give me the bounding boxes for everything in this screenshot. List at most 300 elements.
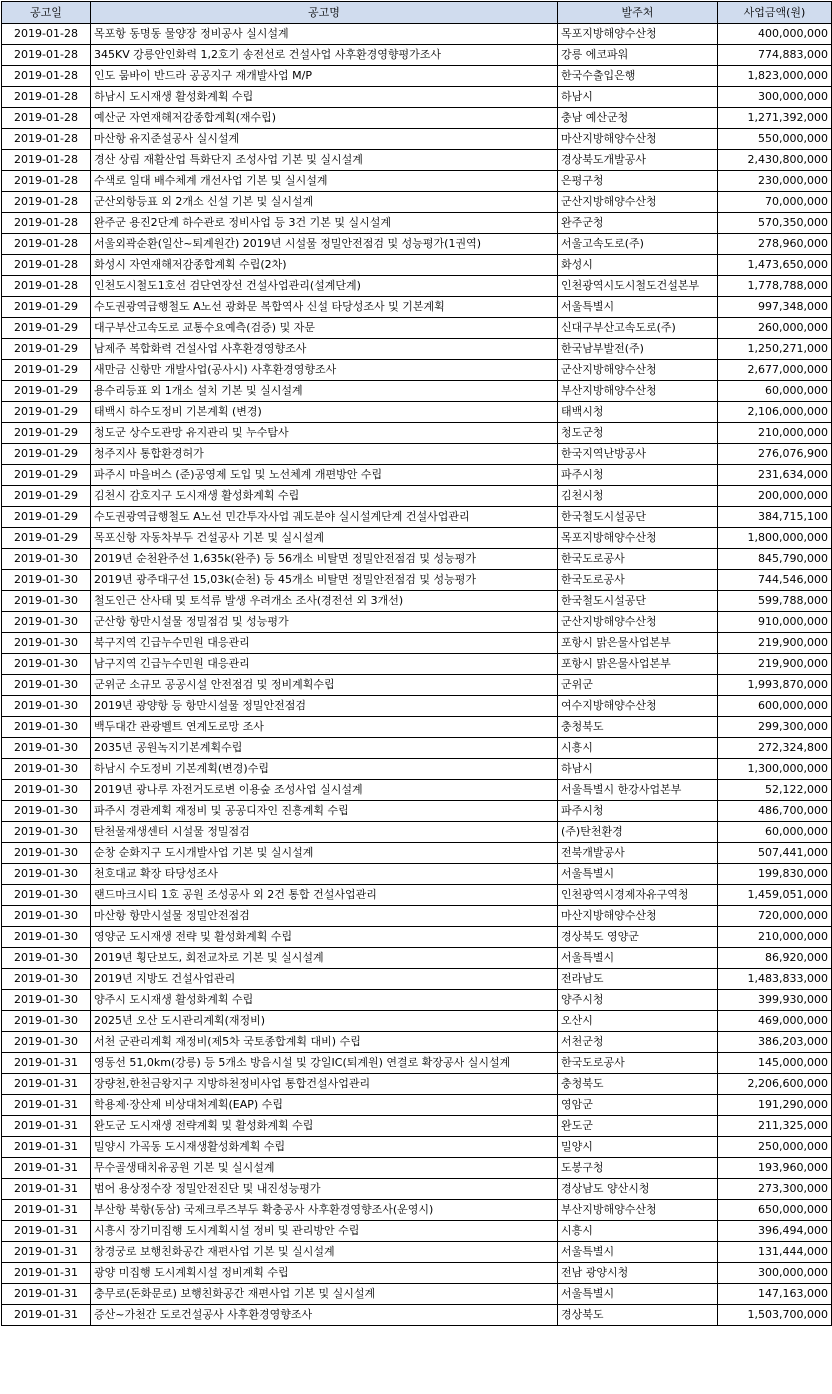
table-row xyxy=(2,864,832,885)
cell-title: 2035년 공원녹지기본계획수립 xyxy=(91,738,558,759)
cell-title: 파주시 마을버스 (준)공영제 도입 및 노선체계 개편방안 수립 xyxy=(91,465,558,486)
cell-amount: 2,677,000,000 xyxy=(718,360,832,381)
cell-amount: 219,900,000 xyxy=(718,633,832,654)
table-row xyxy=(2,297,832,318)
cell-date: 2019-01-28 xyxy=(2,24,91,45)
cell-date: 2019-01-30 xyxy=(2,864,91,885)
cell-title: 2025년 오산 도시관리계획(재정비) xyxy=(91,1011,558,1032)
table-row xyxy=(2,1242,832,1263)
cell-date: 2019-01-29 xyxy=(2,528,91,549)
cell-title: 무수골생태치유공원 기본 및 실시설계 xyxy=(91,1158,558,1179)
cell-title: 광양 미집행 도시계획시설 정비계획 수립 xyxy=(91,1263,558,1284)
cell-amount: 230,000,000 xyxy=(718,171,832,192)
cell-title: 북구지역 긴급누수민원 대응관리 xyxy=(91,633,558,654)
table-row xyxy=(2,822,832,843)
cell-title: 백두대간 관광벨트 연계도로망 조사 xyxy=(91,717,558,738)
cell-amount: 70,000,000 xyxy=(718,192,832,213)
cell-amount: 60,000,000 xyxy=(718,822,832,843)
cell-client: 목포지방해양수산청 xyxy=(558,528,718,549)
cell-date: 2019-01-31 xyxy=(2,1263,91,1284)
cell-client: 영암군 xyxy=(558,1095,718,1116)
cell-date: 2019-01-28 xyxy=(2,129,91,150)
cell-client: 마산지방해양수산청 xyxy=(558,906,718,927)
cell-amount: 199,830,000 xyxy=(718,864,832,885)
cell-date: 2019-01-30 xyxy=(2,1032,91,1053)
cell-client: 인천광역시경제자유구역청 xyxy=(558,885,718,906)
cell-date: 2019-01-29 xyxy=(2,402,91,423)
cell-amount: 507,441,000 xyxy=(718,843,832,864)
cell-amount: 211,325,000 xyxy=(718,1116,832,1137)
cell-client: 전남 광양시청 xyxy=(558,1263,718,1284)
cell-date: 2019-01-30 xyxy=(2,990,91,1011)
cell-amount: 396,494,000 xyxy=(718,1221,832,1242)
cell-client: 한국도로공사 xyxy=(558,549,718,570)
cell-date: 2019-01-28 xyxy=(2,108,91,129)
cell-title: 화성시 자연재해저감종합계획 수립(2차) xyxy=(91,255,558,276)
cell-title: 시흥시 장기미집행 도시계획시설 정비 및 관리방안 수립 xyxy=(91,1221,558,1242)
table-row xyxy=(2,1137,832,1158)
cell-title: 완주군 용진2단계 하수관로 정비사업 등 3건 기본 및 실시설계 xyxy=(91,213,558,234)
cell-amount: 272,324,800 xyxy=(718,738,832,759)
cell-title: 2019년 순천완주선 1,635k(완주) 등 56개소 비탈면 정밀안전점검 및 성능평가 xyxy=(91,549,558,570)
cell-title: 영동선 51,0km(강릉) 등 5개소 방음시설 및 강일IC(퇴계원) 연결로 확장공사 실시설계 xyxy=(91,1053,558,1074)
table-row xyxy=(2,45,832,66)
cell-title: 남구지역 긴급누수민원 대응관리 xyxy=(91,654,558,675)
cell-amount: 1,473,650,000 xyxy=(718,255,832,276)
cell-client: 도봉구청 xyxy=(558,1158,718,1179)
cell-date: 2019-01-28 xyxy=(2,192,91,213)
cell-client: 포항시 맑은물사업본부 xyxy=(558,654,718,675)
cell-date: 2019-01-28 xyxy=(2,276,91,297)
cell-amount: 299,300,000 xyxy=(718,717,832,738)
cell-title: 목포신항 자동차부두 건설공사 기본 및 실시설계 xyxy=(91,528,558,549)
cell-amount: 231,634,000 xyxy=(718,465,832,486)
cell-amount: 2,430,800,000 xyxy=(718,150,832,171)
cell-date: 2019-01-29 xyxy=(2,360,91,381)
cell-client: 은평구청 xyxy=(558,171,718,192)
cell-client: 한국도로공사 xyxy=(558,570,718,591)
table-row xyxy=(2,780,832,801)
cell-date: 2019-01-30 xyxy=(2,948,91,969)
cell-date: 2019-01-30 xyxy=(2,1011,91,1032)
cell-date: 2019-01-30 xyxy=(2,906,91,927)
table-row xyxy=(2,528,832,549)
cell-date: 2019-01-29 xyxy=(2,507,91,528)
cell-title: 장량천,한천금왕지구 지방하천정비사업 통합건설사업관리 xyxy=(91,1074,558,1095)
cell-client: 군위군 xyxy=(558,675,718,696)
cell-title: 345KV 강릉안인화력 1,2호기 송전선로 건설사업 사후환경영향평가조사 xyxy=(91,45,558,66)
cell-date: 2019-01-29 xyxy=(2,486,91,507)
cell-amount: 52,122,000 xyxy=(718,780,832,801)
cell-title: 인도 뭄바이 반드라 공공지구 재개발사업 M/P xyxy=(91,66,558,87)
cell-title: 증산~가천간 도로건설공사 사후환경영향조사 xyxy=(91,1305,558,1326)
cell-title: 양주시 도시재생 활성화계획 수립 xyxy=(91,990,558,1011)
cell-title: 하남시 수도정비 기본계획(변경)수립 xyxy=(91,759,558,780)
cell-title: 대구부산고속도로 교통수요예측(검증) 및 자문 xyxy=(91,318,558,339)
table-row xyxy=(2,1200,832,1221)
table-row xyxy=(2,486,832,507)
cell-title: 목포항 동명동 물양장 정비공사 실시설계 xyxy=(91,24,558,45)
cell-title: 마산항 유지준설공사 실시설계 xyxy=(91,129,558,150)
cell-title: 파주시 경관계획 재정비 및 공공디자인 진흥계획 수립 xyxy=(91,801,558,822)
cell-amount: 219,900,000 xyxy=(718,654,832,675)
cell-title: 영양군 도시재생 전략 및 활성화계획 수립 xyxy=(91,927,558,948)
cell-amount: 1,459,051,000 xyxy=(718,885,832,906)
cell-amount: 147,163,000 xyxy=(718,1284,832,1305)
cell-client: 한국철도시설공단 xyxy=(558,591,718,612)
cell-title: 순창 순화지구 도시개발사업 기본 및 실시설계 xyxy=(91,843,558,864)
cell-client: 태백시청 xyxy=(558,402,718,423)
cell-client: 완도군 xyxy=(558,1116,718,1137)
table-row xyxy=(2,570,832,591)
cell-amount: 469,000,000 xyxy=(718,1011,832,1032)
cell-amount: 720,000,000 xyxy=(718,906,832,927)
cell-client: 서울고속도로(주) xyxy=(558,234,718,255)
cell-title: 서울외곽순환(일산~퇴계원간) 2019년 시설물 정밀안전점검 및 성능평가(1권역) xyxy=(91,234,558,255)
cell-client: 충남 예산군청 xyxy=(558,108,718,129)
cell-title: 수도권광역급행철도 A노선 광화문 복합역사 신설 타당성조사 및 기본계획 xyxy=(91,297,558,318)
cell-client: 군산지방해양수산청 xyxy=(558,192,718,213)
cell-date: 2019-01-29 xyxy=(2,297,91,318)
cell-date: 2019-01-30 xyxy=(2,927,91,948)
table-row xyxy=(2,402,832,423)
table-row xyxy=(2,612,832,633)
cell-date: 2019-01-28 xyxy=(2,213,91,234)
cell-date: 2019-01-28 xyxy=(2,150,91,171)
cell-amount: 250,000,000 xyxy=(718,1137,832,1158)
table-row xyxy=(2,171,832,192)
cell-date: 2019-01-30 xyxy=(2,591,91,612)
cell-title: 서천 군관리계획 재정비(제5차 국토종합계획 대비) 수립 xyxy=(91,1032,558,1053)
cell-title: 용수리등표 외 1개소 설치 기본 및 실시설계 xyxy=(91,381,558,402)
cell-title: 탄천물재생센터 시설물 정밀점검 xyxy=(91,822,558,843)
cell-client: 시흥시 xyxy=(558,1221,718,1242)
cell-date: 2019-01-30 xyxy=(2,612,91,633)
cell-client: 밀양시 xyxy=(558,1137,718,1158)
table-row xyxy=(2,1158,832,1179)
table-row xyxy=(2,276,832,297)
cell-title: 충무로(돈화문로) 보행친화공간 재편사업 기본 및 실시설계 xyxy=(91,1284,558,1305)
cell-date: 2019-01-31 xyxy=(2,1074,91,1095)
table-row xyxy=(2,507,832,528)
cell-date: 2019-01-31 xyxy=(2,1053,91,1074)
cell-amount: 210,000,000 xyxy=(718,423,832,444)
table-row xyxy=(2,1053,832,1074)
cell-client: 경상남도 양산시청 xyxy=(558,1179,718,1200)
cell-client: 충청북도 xyxy=(558,717,718,738)
table-row xyxy=(2,1011,832,1032)
cell-amount: 599,788,000 xyxy=(718,591,832,612)
cell-date: 2019-01-29 xyxy=(2,444,91,465)
cell-date: 2019-01-29 xyxy=(2,318,91,339)
table-row xyxy=(2,696,832,717)
table-row xyxy=(2,990,832,1011)
cell-client: 한국남부발전(주) xyxy=(558,339,718,360)
cell-client: 서울특별시 xyxy=(558,948,718,969)
cell-amount: 2,206,600,000 xyxy=(718,1074,832,1095)
cell-client: 서천군청 xyxy=(558,1032,718,1053)
table-row xyxy=(2,423,832,444)
cell-date: 2019-01-30 xyxy=(2,822,91,843)
cell-amount: 200,000,000 xyxy=(718,486,832,507)
header-title: 공고명 xyxy=(91,2,558,24)
cell-title: 2019년 광양항 등 항만시설물 정밀안전점검 xyxy=(91,696,558,717)
cell-date: 2019-01-30 xyxy=(2,738,91,759)
cell-amount: 384,715,100 xyxy=(718,507,832,528)
cell-client: 마산지방해양수산청 xyxy=(558,129,718,150)
cell-title: 2019년 광나루 자전거도로변 이용숲 조성사업 실시설계 xyxy=(91,780,558,801)
table-row xyxy=(2,213,832,234)
cell-title: 랜드마크시티 1호 공원 조성공사 외 2건 통합 건설사업관리 xyxy=(91,885,558,906)
cell-client: 포항시 맑은물사업본부 xyxy=(558,633,718,654)
cell-client: 하남시 xyxy=(558,87,718,108)
table-row xyxy=(2,1179,832,1200)
cell-title: 하남시 도시재생 활성화계획 수립 xyxy=(91,87,558,108)
table-row xyxy=(2,1305,832,1326)
cell-title: 수색로 일대 배수체계 개선사업 기본 및 실시설계 xyxy=(91,171,558,192)
table-row xyxy=(2,1221,832,1242)
table-row xyxy=(2,1095,832,1116)
cell-client: 시흥시 xyxy=(558,738,718,759)
cell-amount: 570,350,000 xyxy=(718,213,832,234)
cell-amount: 650,000,000 xyxy=(718,1200,832,1221)
cell-title: 예산군 자연재해저감종합계획(재수립) xyxy=(91,108,558,129)
cell-amount: 210,000,000 xyxy=(718,927,832,948)
table-row xyxy=(2,843,832,864)
cell-title: 밀양시 가곡동 도시재생활성화계획 수립 xyxy=(91,1137,558,1158)
table-row xyxy=(2,192,832,213)
cell-client: 경상북도개발공사 xyxy=(558,150,718,171)
cell-title: 수도권광역급행철도 A노선 민간투자사업 궤도분야 실시설계단계 건설사업관리 xyxy=(91,507,558,528)
cell-amount: 276,076,900 xyxy=(718,444,832,465)
table-row xyxy=(2,465,832,486)
cell-amount: 1,483,833,000 xyxy=(718,969,832,990)
table-row xyxy=(2,150,832,171)
cell-date: 2019-01-28 xyxy=(2,45,91,66)
cell-date: 2019-01-31 xyxy=(2,1158,91,1179)
cell-amount: 1,778,788,000 xyxy=(718,276,832,297)
table-row xyxy=(2,444,832,465)
table-row xyxy=(2,360,832,381)
cell-client: 서울특별시 xyxy=(558,297,718,318)
cell-amount: 1,823,000,000 xyxy=(718,66,832,87)
cell-date: 2019-01-30 xyxy=(2,780,91,801)
table-row xyxy=(2,318,832,339)
cell-client: 신대구부산고속도로(주) xyxy=(558,318,718,339)
cell-client: 파주시청 xyxy=(558,801,718,822)
cell-amount: 1,503,700,000 xyxy=(718,1305,832,1326)
table-row xyxy=(2,66,832,87)
table-row xyxy=(2,969,832,990)
table-row xyxy=(2,717,832,738)
cell-title: 마산항 항만시설물 정밀안전점검 xyxy=(91,906,558,927)
cell-client: 군산지방해양수산청 xyxy=(558,612,718,633)
table-row xyxy=(2,906,832,927)
cell-title: 인천도시철도1호선 검단연장선 건설사업관리(설계단계) xyxy=(91,276,558,297)
cell-date: 2019-01-31 xyxy=(2,1095,91,1116)
cell-date: 2019-01-28 xyxy=(2,255,91,276)
cell-amount: 1,300,000,000 xyxy=(718,759,832,780)
table-row xyxy=(2,108,832,129)
cell-client: 한국철도시설공단 xyxy=(558,507,718,528)
cell-amount: 486,700,000 xyxy=(718,801,832,822)
cell-date: 2019-01-29 xyxy=(2,465,91,486)
table-row xyxy=(2,381,832,402)
table-header-row xyxy=(2,2,832,24)
cell-client: 부산지방해양수산청 xyxy=(558,1200,718,1221)
cell-title: 태백시 하수도정비 기본계획 (변경) xyxy=(91,402,558,423)
table-row xyxy=(2,948,832,969)
cell-date: 2019-01-30 xyxy=(2,696,91,717)
cell-title: 범어 용상정수장 정밀안전진단 및 내진성능평가 xyxy=(91,1179,558,1200)
cell-date: 2019-01-30 xyxy=(2,675,91,696)
table-row xyxy=(2,1074,832,1095)
cell-title: 창경궁로 보행친화공간 재편사업 기본 및 실시설계 xyxy=(91,1242,558,1263)
cell-amount: 193,960,000 xyxy=(718,1158,832,1179)
cell-date: 2019-01-29 xyxy=(2,339,91,360)
cell-amount: 300,000,000 xyxy=(718,1263,832,1284)
table-row xyxy=(2,255,832,276)
header-date: 공고일 xyxy=(2,2,91,24)
cell-amount: 260,000,000 xyxy=(718,318,832,339)
table-row xyxy=(2,633,832,654)
cell-date: 2019-01-30 xyxy=(2,759,91,780)
cell-client: (주)탄천환경 xyxy=(558,822,718,843)
table-row xyxy=(2,1032,832,1053)
cell-date: 2019-01-28 xyxy=(2,171,91,192)
table-row xyxy=(2,654,832,675)
cell-amount: 145,000,000 xyxy=(718,1053,832,1074)
cell-date: 2019-01-30 xyxy=(2,654,91,675)
cell-amount: 744,546,000 xyxy=(718,570,832,591)
cell-title: 완도군 도시재생 전략계획 및 활성화계획 수립 xyxy=(91,1116,558,1137)
cell-title: 천호대교 확장 타당성조사 xyxy=(91,864,558,885)
cell-client: 전북개발공사 xyxy=(558,843,718,864)
cell-client: 경상북도 영양군 xyxy=(558,927,718,948)
cell-title: 새만금 신항만 개발사업(공사시) 사후환경영향조사 xyxy=(91,360,558,381)
table-row xyxy=(2,759,832,780)
cell-date: 2019-01-28 xyxy=(2,234,91,255)
cell-amount: 278,960,000 xyxy=(718,234,832,255)
table-row xyxy=(2,129,832,150)
cell-title: 청도군 상수도관망 유지관리 및 누수탐사 xyxy=(91,423,558,444)
cell-date: 2019-01-30 xyxy=(2,843,91,864)
table-row xyxy=(2,675,832,696)
cell-date: 2019-01-31 xyxy=(2,1221,91,1242)
cell-date: 2019-01-31 xyxy=(2,1284,91,1305)
cell-client: 서울특별시 xyxy=(558,1284,718,1305)
table-body xyxy=(2,24,832,1326)
cell-title: 학용제·장산제 비상대처계획(EAP) 수립 xyxy=(91,1095,558,1116)
cell-title: 청주지사 통합환경허가 xyxy=(91,444,558,465)
cell-amount: 845,790,000 xyxy=(718,549,832,570)
cell-amount: 1,271,392,000 xyxy=(718,108,832,129)
cell-client: 서울특별시 xyxy=(558,1242,718,1263)
cell-title: 2019년 지방도 건설사업관리 xyxy=(91,969,558,990)
table-row xyxy=(2,24,832,45)
cell-amount: 774,883,000 xyxy=(718,45,832,66)
cell-date: 2019-01-30 xyxy=(2,885,91,906)
cell-date: 2019-01-29 xyxy=(2,381,91,402)
cell-date: 2019-01-30 xyxy=(2,570,91,591)
cell-amount: 399,930,000 xyxy=(718,990,832,1011)
header-amount: 사업금액(원) xyxy=(718,2,832,24)
cell-client: 서울특별시 한강사업본부 xyxy=(558,780,718,801)
cell-title: 철도인근 산사태 및 토석류 발생 우려개소 조사(경전선 외 3개선) xyxy=(91,591,558,612)
table-row xyxy=(2,1116,832,1137)
cell-client: 충청북도 xyxy=(558,1074,718,1095)
cell-client: 화성시 xyxy=(558,255,718,276)
cell-amount: 997,348,000 xyxy=(718,297,832,318)
cell-date: 2019-01-31 xyxy=(2,1305,91,1326)
cell-date: 2019-01-30 xyxy=(2,549,91,570)
table-row xyxy=(2,1263,832,1284)
cell-date: 2019-01-28 xyxy=(2,66,91,87)
table-row xyxy=(2,801,832,822)
cell-client: 김천시청 xyxy=(558,486,718,507)
cell-client: 오산시 xyxy=(558,1011,718,1032)
cell-client: 목포지방해양수산청 xyxy=(558,24,718,45)
cell-date: 2019-01-31 xyxy=(2,1137,91,1158)
table-row xyxy=(2,87,832,108)
cell-client: 인천광역시도시철도건설본부 xyxy=(558,276,718,297)
table-row xyxy=(2,234,832,255)
cell-date: 2019-01-29 xyxy=(2,423,91,444)
cell-amount: 910,000,000 xyxy=(718,612,832,633)
cell-client: 강릉 에코파워 xyxy=(558,45,718,66)
cell-title: 부산항 북항(동삼) 국제크루즈부두 확충공사 사후환경영향조사(운영시) xyxy=(91,1200,558,1221)
cell-amount: 86,920,000 xyxy=(718,948,832,969)
cell-title: 경산 상림 재활산업 특화단지 조성사업 기본 및 실시설계 xyxy=(91,150,558,171)
table-row xyxy=(2,885,832,906)
cell-title: 2019년 광주대구선 15,03k(순천) 등 45개소 비탈면 정밀안전점검 및 성능평가 xyxy=(91,570,558,591)
cell-client: 파주시청 xyxy=(558,465,718,486)
cell-amount: 1,993,870,000 xyxy=(718,675,832,696)
cell-amount: 60,000,000 xyxy=(718,381,832,402)
cell-client: 군산지방해양수산청 xyxy=(558,360,718,381)
cell-date: 2019-01-31 xyxy=(2,1116,91,1137)
cell-date: 2019-01-31 xyxy=(2,1179,91,1200)
cell-amount: 1,800,000,000 xyxy=(718,528,832,549)
cell-date: 2019-01-28 xyxy=(2,87,91,108)
cell-date: 2019-01-30 xyxy=(2,717,91,738)
cell-client: 경상북도 xyxy=(558,1305,718,1326)
cell-client: 여수지방해양수산청 xyxy=(558,696,718,717)
cell-client: 전라남도 xyxy=(558,969,718,990)
cell-client: 완주군청 xyxy=(558,213,718,234)
cell-date: 2019-01-30 xyxy=(2,633,91,654)
cell-title: 군위군 소규모 공공시설 안전점검 및 정비계획수립 xyxy=(91,675,558,696)
bid-announcement-table xyxy=(1,1,832,1326)
cell-amount: 300,000,000 xyxy=(718,87,832,108)
cell-client: 부산지방해양수산청 xyxy=(558,381,718,402)
cell-title: 군산외항등표 외 2개소 신설 기본 및 실시설계 xyxy=(91,192,558,213)
table-row xyxy=(2,591,832,612)
table-row xyxy=(2,339,832,360)
cell-amount: 1,250,271,000 xyxy=(718,339,832,360)
cell-client: 하남시 xyxy=(558,759,718,780)
cell-title: 남제주 복합화력 건설사업 사후환경영향조사 xyxy=(91,339,558,360)
cell-date: 2019-01-30 xyxy=(2,801,91,822)
cell-client: 서울특별시 xyxy=(558,864,718,885)
cell-client: 청도군청 xyxy=(558,423,718,444)
cell-title: 2019년 횡단보도, 회전교차로 기본 및 실시설계 xyxy=(91,948,558,969)
cell-amount: 191,290,000 xyxy=(718,1095,832,1116)
table-row xyxy=(2,549,832,570)
cell-client: 양주시청 xyxy=(558,990,718,1011)
cell-client: 한국수출입은행 xyxy=(558,66,718,87)
cell-client: 한국도로공사 xyxy=(558,1053,718,1074)
